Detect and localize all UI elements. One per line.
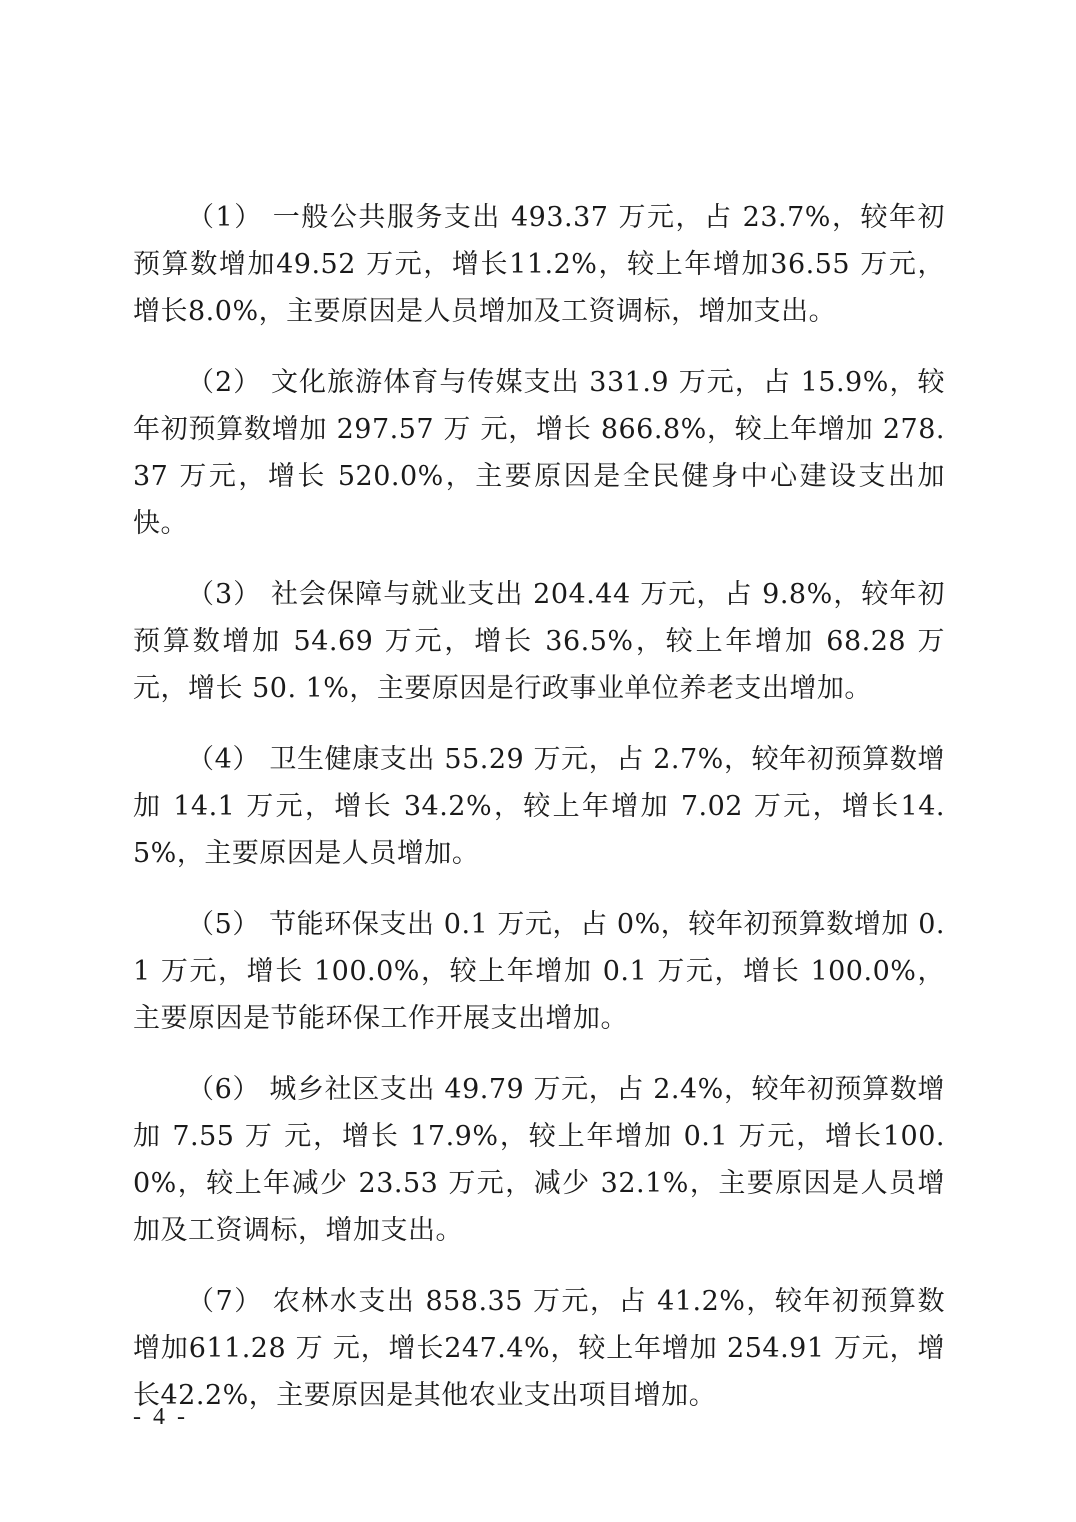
paragraph-energy-environment: （5） 节能环保支出 0.1 万元，占 0%，较年初预算数增加 0.1 万元，增长 100.0%，较上年增加 0.1 万元，增长 100.0%，主要原因是节能环保工作开展支出增加。 <box>133 909 945 1034</box>
paragraph-general-public-services: （1） 一般公共服务支出 493.37 万元，占 23.7%，较年初预算数增加49.52 万元，增长11.2%，较上年增加36.55 万元，增长8.0%，主要原因是人员增加及工资调标，增加支出。 <box>133 202 945 327</box>
paragraph-agriculture-forestry-water: （7） 农林水支出 858.35 万元，占 41.2%，较年初预算数增加611.28 万 元，增长247.4%，较上年增加 254.91 万元，增长42.2%，主要原因是其他农业支出项目增加。 <box>133 1286 945 1411</box>
paragraph-social-security-employment: （3） 社会保障与就业支出 204.44 万元，占 9.8%，较年初预算数增加 54.69 万元，增长 36.5%，较上年增加 68.28 万元，增长 50. 1%，主要原因是行政事业单位养老支出增加。 <box>133 579 945 704</box>
page-number: - 4 - <box>133 1404 188 1430</box>
document-body <box>133 194 945 1443</box>
paragraph-health: （4） 卫生健康支出 55.29 万元，占 2.7%，较年初预算数增加 14.1 万元，增长 34.2%，较上年增加 7.02 万元，增长14.5%，主要原因是人员增加。 <box>133 744 945 869</box>
paragraph-culture-tourism-sports-media: （2） 文化旅游体育与传媒支出 331.9 万元，占 15.9%，较年初预算数增加 297.57 万 元，增长 866.8%，较上年增加 278.37 万元，增长 520.0%，主要原因是全民健身中心建设支出加快。 <box>133 367 945 539</box>
paragraph-urban-rural-community: （6） 城乡社区支出 49.79 万元，占 2.4%，较年初预算数增加 7.55 万 元，增长 17.9%，较上年增加 0.1 万元，增长100.0%，较上年减少 23.53 万元，减少 32.1%，主要原因是人员增加及工资调标，增加支出。 <box>133 1074 945 1246</box>
